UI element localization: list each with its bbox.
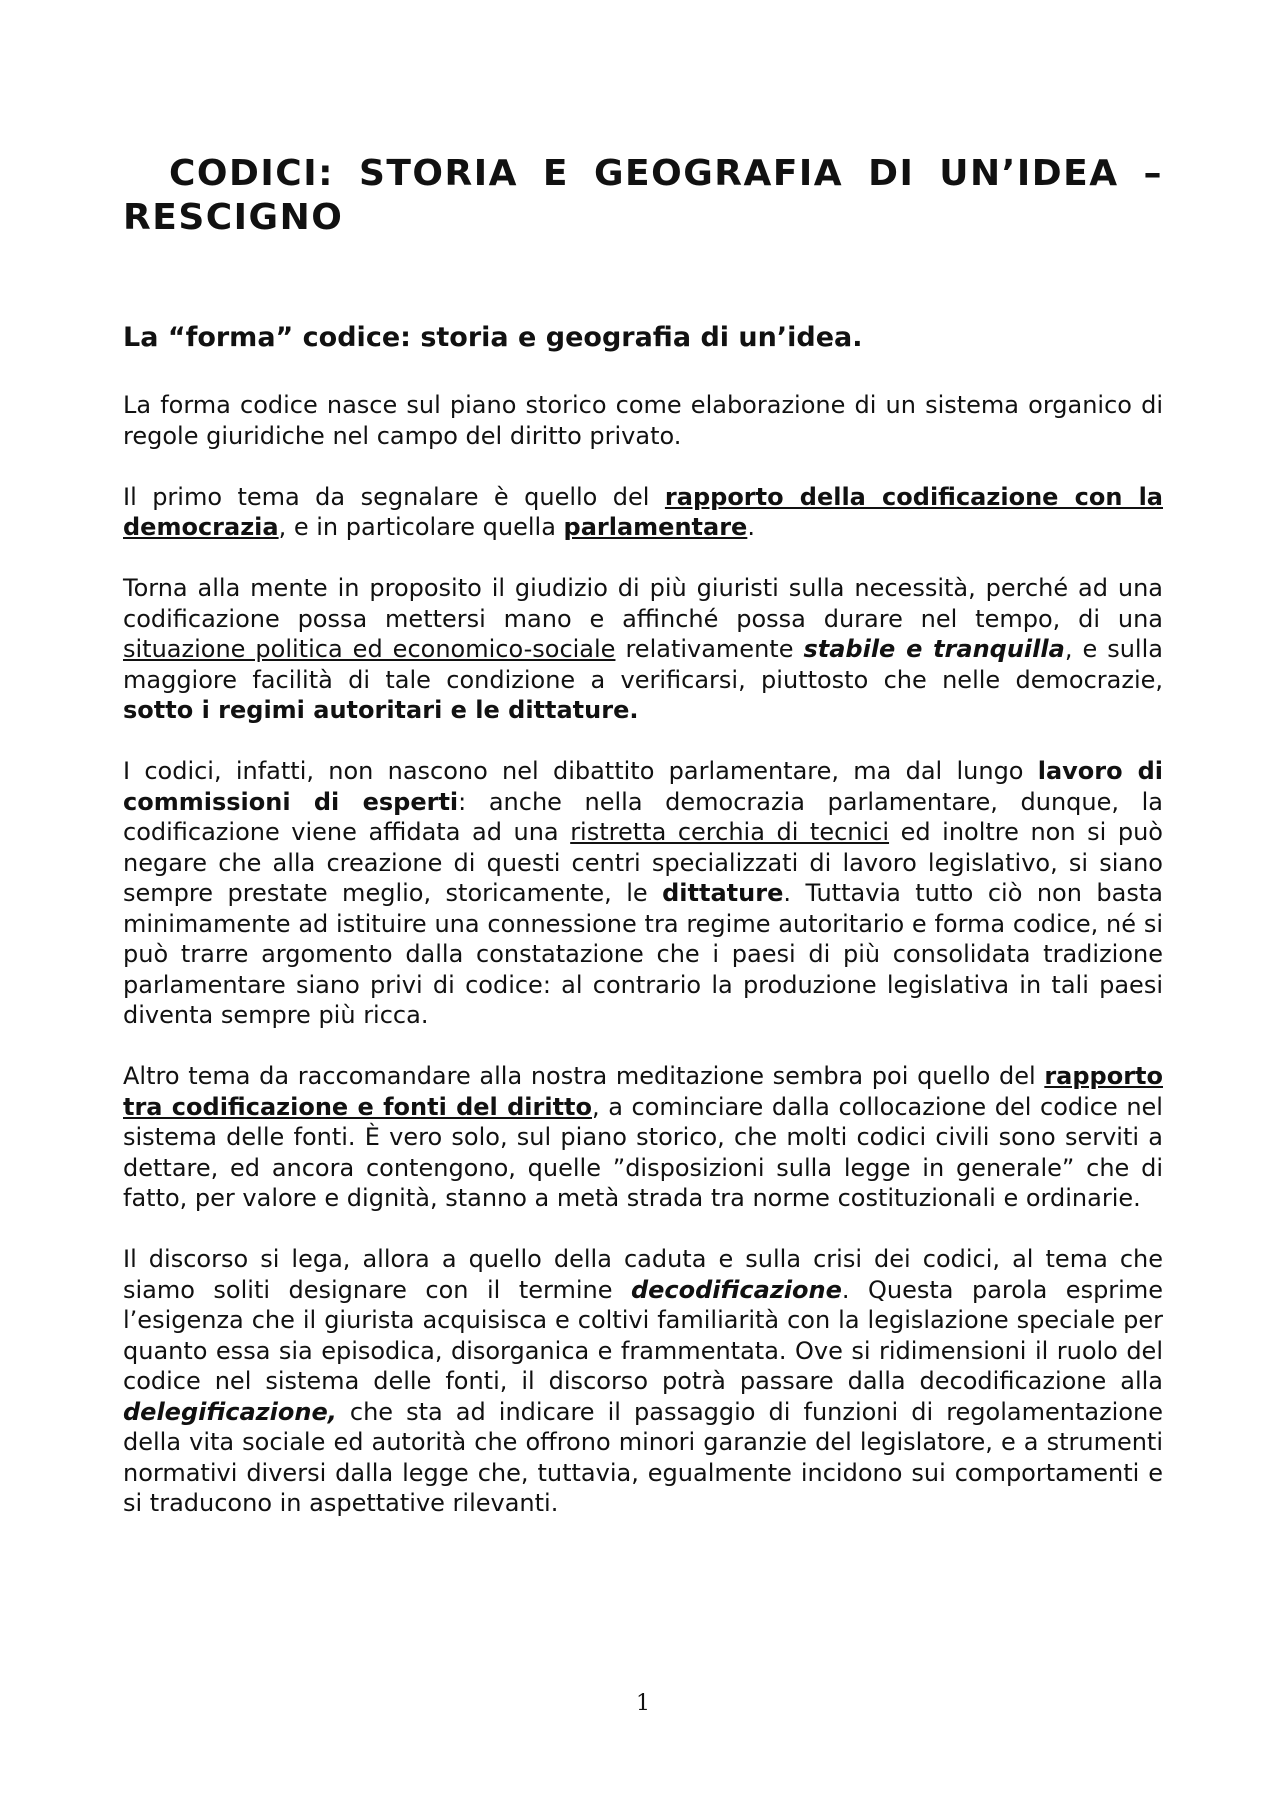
paragraph-2-text-1: Il primo tema da segnalare è quello del xyxy=(123,482,665,511)
paragraph-5-text-2: , a cominciare dalla collocazione del codice nel sistema delle fonti. È vero solo, sul piano storico, che molti codici civili sono serviti a dettare, ed ancora contengono, quelle ”disposizioni sulla legge in generale” che di fatto, per valore e dignità, stanno a metà strada tra norme costituzionali e ordinarie. xyxy=(123,1092,1163,1212)
paragraph-2 xyxy=(123,482,1163,543)
paragraph-4 xyxy=(123,756,1163,1031)
bold-dittature: dittature xyxy=(662,879,784,907)
paragraph-3-text-3: , e sulla maggiore facilità di tale condizione a verificarsi, piuttosto che nelle democrazie, xyxy=(123,635,1163,694)
paragraph-6-text-1: Il discorso si lega, allora a quello della caduta e sulla crisi dei codici, al tema che siamo soliti designare con il termine xyxy=(123,1245,1163,1304)
emphasis-decodificazione: decodificazione xyxy=(630,1275,842,1304)
emphasis-stabile-tranquilla: stabile e tranquilla xyxy=(803,635,1065,663)
highlight-parlamentare: parlamentare xyxy=(563,513,748,541)
emphasis-delegificazione: delegificazione, xyxy=(123,1397,337,1426)
paragraph-6 xyxy=(123,1244,1163,1519)
paragraph-4-text-2: : anche nella democrazia parlamentare, dunque, la codificazione viene affidata ad una xyxy=(123,787,1163,846)
paragraph-6-text-3: che sta ad indicare il passaggio di funzioni di regolamentazione della vita sociale ed autorità che offrono minori garanzie del legislatore, e a strumenti normativi diversi dalla legge che, tuttavia, egualmente incidono sui comportamenti e si traducono in aspettative rilevanti. xyxy=(123,1397,1163,1517)
highlight-democrazia: rapporto della codificazione con la democrazia xyxy=(123,482,1163,541)
paragraph-3-text-2: relativamente xyxy=(615,635,804,663)
section-heading: La “forma” codice: storia e geografia di un’idea. xyxy=(123,322,863,353)
paragraph-6-text-2: . Questa parola esprime l’esigenza che il giurista acquisisca e coltivi familiarità con la legislazione speciale per quanto essa sia episodica, disorganica e frammentata. Ove si ridimensioni il ruolo del codice nel sistema delle fonti, il discorso potrà passare dalla decodificazione alla xyxy=(123,1275,1163,1395)
paragraph-4-text-4: . Tuttavia tutto ciò non basta minimamente ad istituire una connessione tra regime autoritario e forma codice, né si può trarre argomento dalla constatazione che i paesi di più consolidata tradizione parlamentare siano privi di codice: al contrario la produzione legislativa in tali paesi diventa sempre più ricca. xyxy=(123,879,1163,1029)
paragraph-3-text-1: Torna alla mente in proposito il giudizio di più giuristi sulla necessità, perché ad una codificazione possa mettersi mano e affinché possa durare nel tempo, di una xyxy=(123,574,1163,633)
paragraph-5 xyxy=(123,1061,1163,1214)
paragraph-2-text-3: . xyxy=(747,513,755,541)
paragraph-4-text-1: I codici, infatti, non nascono nel dibattito parlamentare, ma dal lungo xyxy=(123,757,1038,785)
highlight-fonti-diritto: rapporto tra codificazione e fonti del diritto xyxy=(123,1062,1163,1121)
bold-regimi-autoritari: sotto i regimi autoritari e le dittature. xyxy=(123,696,639,724)
document-title: CODICI: STORIA E GEOGRAFIA DI UN’IDEA – RESCIGNO xyxy=(123,153,1163,238)
bold-commissioni-esperti: lavoro di commissioni di esperti xyxy=(123,757,1163,816)
paragraph-4-text-3: ed inoltre non si può negare che alla creazione di questi centri specializzati di lavoro legislativo, si siano sempre prestate meglio, storicamente, le xyxy=(123,818,1163,907)
paragraph-1 xyxy=(123,390,1163,451)
paragraph-3 xyxy=(123,573,1163,726)
document-body xyxy=(123,390,1163,1549)
underline-situazione-politica: situazione politica ed economico-sociale xyxy=(123,635,616,663)
page-number: 1 xyxy=(636,1691,650,1716)
paragraph-5-text-1: Altro tema da raccomandare alla nostra meditazione sembra poi quello del xyxy=(123,1062,1045,1090)
paragraph-2-text-2: , e in particolare quella xyxy=(278,513,564,541)
paragraph-1-text: La forma codice nasce sul piano storico come elaborazione di un sistema organico di regole giuridiche nel campo del diritto privato. xyxy=(123,391,1163,450)
underline-cerchia-tecnici: ristretta cerchia di tecnici xyxy=(570,818,890,846)
